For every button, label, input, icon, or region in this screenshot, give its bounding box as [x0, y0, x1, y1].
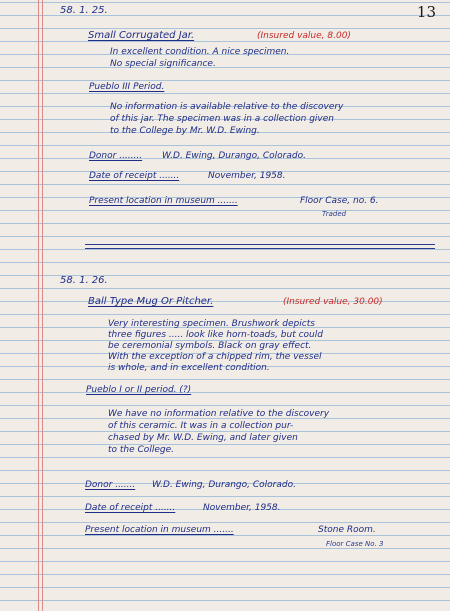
- donor-label: Donor ........: [89, 151, 143, 161]
- entry-divider: [85, 244, 435, 249]
- item-title: Ball Type Mug Or Pitcher.: [88, 296, 214, 307]
- description-line: be ceremonial symbols. Black on gray effect.: [108, 341, 312, 351]
- margin-line: [38, 0, 39, 611]
- history-line: We have no information relative to the discovery: [108, 409, 330, 419]
- description-line: three figures ..... look like horn-toads, but could: [108, 330, 323, 340]
- donor-value: W.D. Ewing, Durango, Colorado.: [152, 480, 296, 490]
- receipt-value: November, 1958.: [208, 171, 286, 181]
- location-label: Present location in museum .......: [89, 196, 238, 206]
- history-line: of this ceramic. It was in a collection pur-: [108, 421, 294, 431]
- location-value: Floor Case, no. 6.: [300, 196, 379, 206]
- description-line: Very interesting specimen. Brushwork depicts: [108, 319, 315, 329]
- item-title: Small Corrugated Jar.: [88, 30, 195, 41]
- insured-value: (Insured value, 8.00): [257, 31, 351, 41]
- description-line: In excellent condition. A nice specimen.: [110, 47, 290, 57]
- receipt-label: Date of receipt .......: [89, 171, 180, 181]
- insured-value: (Insured value, 30.00): [283, 297, 383, 307]
- description-line: With the exception of a chipped rim, the vessel: [108, 352, 322, 362]
- catalog-number: 58. 1. 26.: [60, 275, 108, 286]
- location-value: Stone Room.: [318, 525, 376, 535]
- period-heading: Pueblo III Period.: [89, 82, 165, 92]
- donor-label: Donor .......: [85, 480, 136, 490]
- location-note: Floor Case No. 3: [326, 540, 384, 548]
- period-heading: Pueblo I or II period. (?): [86, 385, 192, 395]
- description-line: No special significance.: [110, 59, 216, 69]
- receipt-value: November, 1958.: [203, 503, 281, 513]
- description-line: is whole, and in excellent condition.: [108, 363, 270, 373]
- location-label: Present location in museum .......: [85, 525, 234, 535]
- page-number: 13: [416, 3, 436, 21]
- history-line: to the College by Mr. W.D. Ewing.: [110, 126, 260, 136]
- history-line: No information is available relative to the discovery: [110, 102, 344, 112]
- receipt-label: Date of receipt .......: [85, 503, 176, 513]
- donor-value: W.D. Ewing, Durango, Colorado.: [162, 151, 306, 161]
- margin-line: [42, 0, 43, 611]
- catalog-number: 58. 1. 25.: [60, 5, 108, 16]
- history-line: of this jar. The specimen was in a collection given: [110, 114, 334, 124]
- history-line: to the College.: [108, 445, 174, 455]
- history-line: chased by Mr. W.D. Ewing, and later given: [108, 433, 298, 443]
- location-note: Traded: [322, 210, 347, 218]
